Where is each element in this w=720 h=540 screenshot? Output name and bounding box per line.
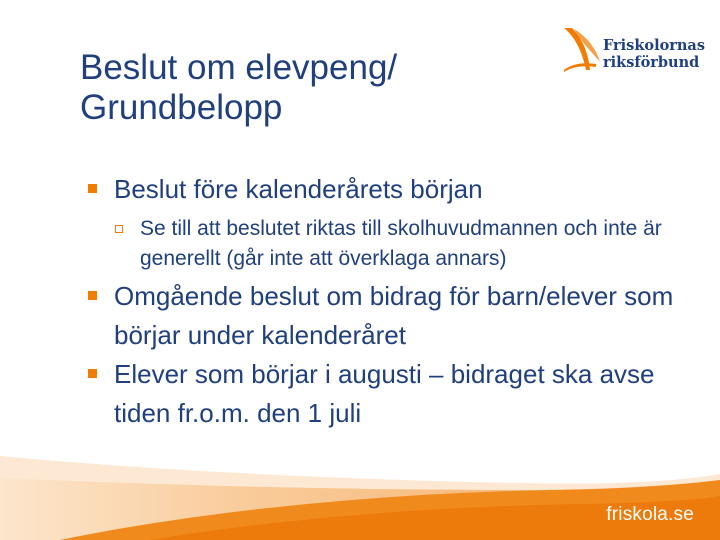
square-bullet-icon xyxy=(88,291,97,300)
slide-title-line-1: Beslut om elevpeng/ xyxy=(80,48,398,87)
square-bullet-icon xyxy=(88,369,97,378)
friskolornas-logo xyxy=(560,26,710,78)
bullet-item-1 xyxy=(88,170,688,209)
hollow-square-bullet-icon xyxy=(115,225,123,233)
bullet-item-3 xyxy=(88,355,688,433)
footer-url: friskola.se xyxy=(606,504,694,525)
logo-text-line-1: Friskolornas xyxy=(603,37,705,54)
logo-text xyxy=(603,37,705,71)
sail-logo-icon xyxy=(560,26,602,74)
sub-bullet-text-1: Se till att beslutet riktas till skolhuvudmannen och inte är generellt (går inte att överklaga annars) xyxy=(140,217,662,270)
bullet-text-1: Beslut före kalenderårets början xyxy=(114,174,483,204)
slide-title xyxy=(80,48,520,128)
sub-bullet-item-1 xyxy=(114,214,688,274)
logo-text-line-2: riksförbund xyxy=(603,54,700,71)
bullet-text-2: Omgående beslut om bidrag för barn/elever som börjar under kalenderåret xyxy=(114,281,674,350)
slide-title-line-2: Grundbelopp xyxy=(80,88,283,127)
bullet-list xyxy=(88,170,688,433)
square-bullet-icon xyxy=(88,184,97,193)
bullet-text-3: Elever som börjar i augusti – bidraget ska avse tiden fr.o.m. den 1 juli xyxy=(114,359,655,428)
bullet-item-2 xyxy=(88,277,688,355)
